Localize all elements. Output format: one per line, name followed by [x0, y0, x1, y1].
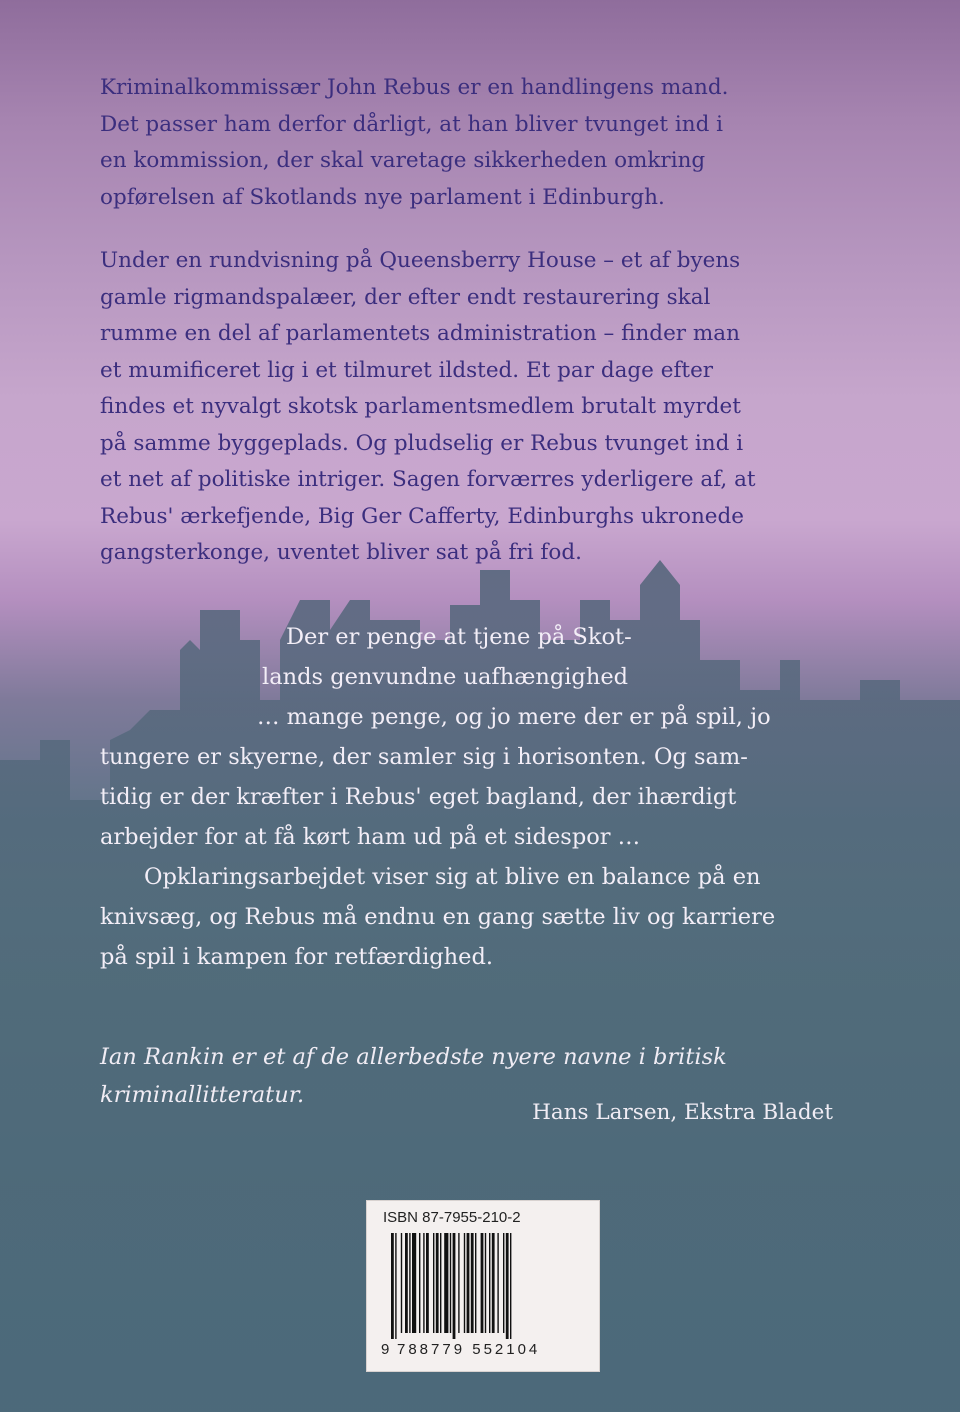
barcode-bar: [440, 1233, 441, 1333]
barcode-bar: [492, 1233, 495, 1333]
barcode-bar: [475, 1233, 476, 1333]
review-attribution: Hans Larsen, Ekstra Bladet: [532, 1100, 833, 1125]
barcode-bar: [471, 1233, 474, 1333]
barcode-bar: [458, 1233, 459, 1333]
description-paragraph-1: [100, 70, 840, 216]
text-line: rumme en del af parlamentets administration – finder man: [100, 321, 740, 346]
barcode-bar: [405, 1233, 408, 1333]
barcode-bar: [395, 1233, 396, 1339]
quote-line: kriminallitteratur.: [100, 1082, 305, 1108]
barcode-bar: [426, 1233, 429, 1333]
barcode-bar: [485, 1233, 486, 1333]
text-line: på spil i kampen for retfærdighed.: [100, 944, 494, 970]
text-line: Der er penge at tjene på Skot-: [286, 624, 632, 650]
barcode-digit-groups: 788779 552104: [397, 1341, 541, 1358]
text-line: gamle rigmandspalæer, der efter endt restaurering skal: [100, 284, 711, 310]
text-line: lands genvundne uafhængighed: [262, 664, 629, 690]
text-line: tungere er skyerne, der samler sig i horisonten. Og sam-: [100, 744, 748, 770]
text-line: tidig er der kræfter i Rebus' eget bagland, der ihærdigt: [100, 784, 737, 810]
barcode-bar: [453, 1233, 456, 1339]
text-line: Kriminalkommissær John Rebus er en handlingens mand.: [100, 75, 729, 100]
barcode-bar: [433, 1233, 434, 1333]
text-line: Rebus' ærkefjende, Big Ger Cafferty, Edinburghs ukronede: [100, 503, 745, 529]
text-line: Opklaringsarbejdet viser sig at blive en balance på en: [144, 864, 761, 890]
text-line: Under en rundvisning på Queensberry House – et af byens: [100, 248, 741, 273]
text-line: gangsterkonge, uventet bliver sat på fri fod.: [100, 540, 582, 565]
barcode-bar: [503, 1233, 504, 1333]
barcode-bar: [436, 1233, 439, 1333]
barcode-bar: [401, 1233, 402, 1333]
text-line: … mange penge, og jo mere der er på spil, jo: [257, 704, 771, 730]
barcode-bar: [467, 1233, 470, 1333]
barcode-bar: [450, 1233, 451, 1333]
text-line: på samme byggeplads. Og pludselig er Rebus tvunget ind i: [100, 430, 744, 456]
text-line: en kommission, der skal varetage sikkerheden omkring: [100, 148, 706, 173]
barcode-bar: [409, 1233, 410, 1333]
text-line: Det passer ham derfor dårligt, at han bliver tvunget ind i: [100, 111, 724, 137]
barcode-bar: [481, 1233, 484, 1333]
text-line: et net af politiske intriger. Sagen forværres yderligere af, at: [100, 467, 756, 492]
isbn-text: ISBN 87-7955-210-2: [383, 1209, 521, 1226]
barcode-bar: [423, 1233, 424, 1333]
barcode-bar: [510, 1233, 511, 1339]
text-line: arbejder for at få kørt ham ud på et sidespor …: [100, 824, 641, 850]
text-line: et mumificeret lig i et tilmuret ildsted. Et par dage efter: [100, 357, 714, 383]
description-paragraph-2: [100, 243, 840, 572]
barcode-bar: [444, 1233, 448, 1333]
text-line: opførelsen af Skotlands nye parlament i Edinburgh.: [100, 184, 665, 210]
description-paragraph-3: [100, 617, 840, 977]
barcode-first-digit: 9: [381, 1341, 390, 1358]
barcode-bar: [506, 1233, 509, 1339]
barcode-bar: [497, 1233, 498, 1333]
text-line: findes et nyvalgt skotsk parlamentsmedlem brutalt myrdet: [100, 394, 741, 419]
barcode-bars: [391, 1233, 577, 1339]
barcode-bar: [412, 1233, 416, 1333]
barcode-bar: [489, 1233, 490, 1333]
barcode-label: [366, 1200, 600, 1372]
text-line: knivsæg, og Rebus må endnu en gang sætte liv og karriere: [100, 904, 776, 930]
quote-line: Ian Rankin er et af de allerbedste nyere navne i britisk: [100, 1044, 727, 1070]
barcode-bar: [419, 1233, 420, 1333]
barcode-bar: [464, 1233, 465, 1333]
barcode-bar: [391, 1233, 394, 1339]
